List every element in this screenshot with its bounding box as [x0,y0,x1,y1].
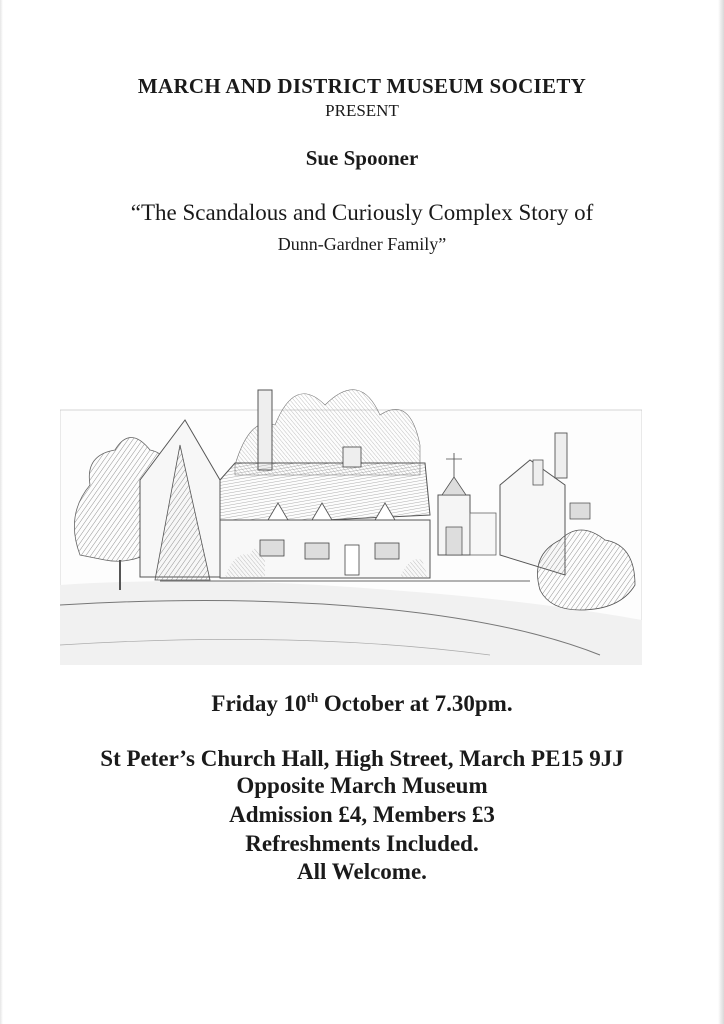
event-date-suffix: th [306,690,319,705]
event-date-rest: October at 7.30pm. [318,691,513,716]
present-label: PRESENT [325,101,399,120]
sketch-chimney [258,390,272,470]
talk-title-line-1: “The Scandalous and Curiously Complex Story of [130,200,594,225]
event-venue: St Peter’s Church Hall, High Street, March PE15 9JJ [100,746,624,771]
talk-title-line-2: Dunn-Gardner Family” [277,234,447,254]
event-date-day: Friday 10 [211,691,307,716]
venue-location-note: Opposite March Museum [236,773,488,798]
society-heading: MARCH AND DISTRICT MUSEUM SOCIETY [137,74,587,98]
welcome-note: All Welcome. [297,859,427,884]
speaker-name: Sue Spooner [305,146,419,170]
cottage-sketch-illustration [60,355,642,665]
refreshments-note: Refreshments Included. [245,831,479,856]
event-date-time [0,691,724,717]
sketch-door [345,545,359,575]
admission-price: Admission £4, Members £3 [229,802,495,827]
